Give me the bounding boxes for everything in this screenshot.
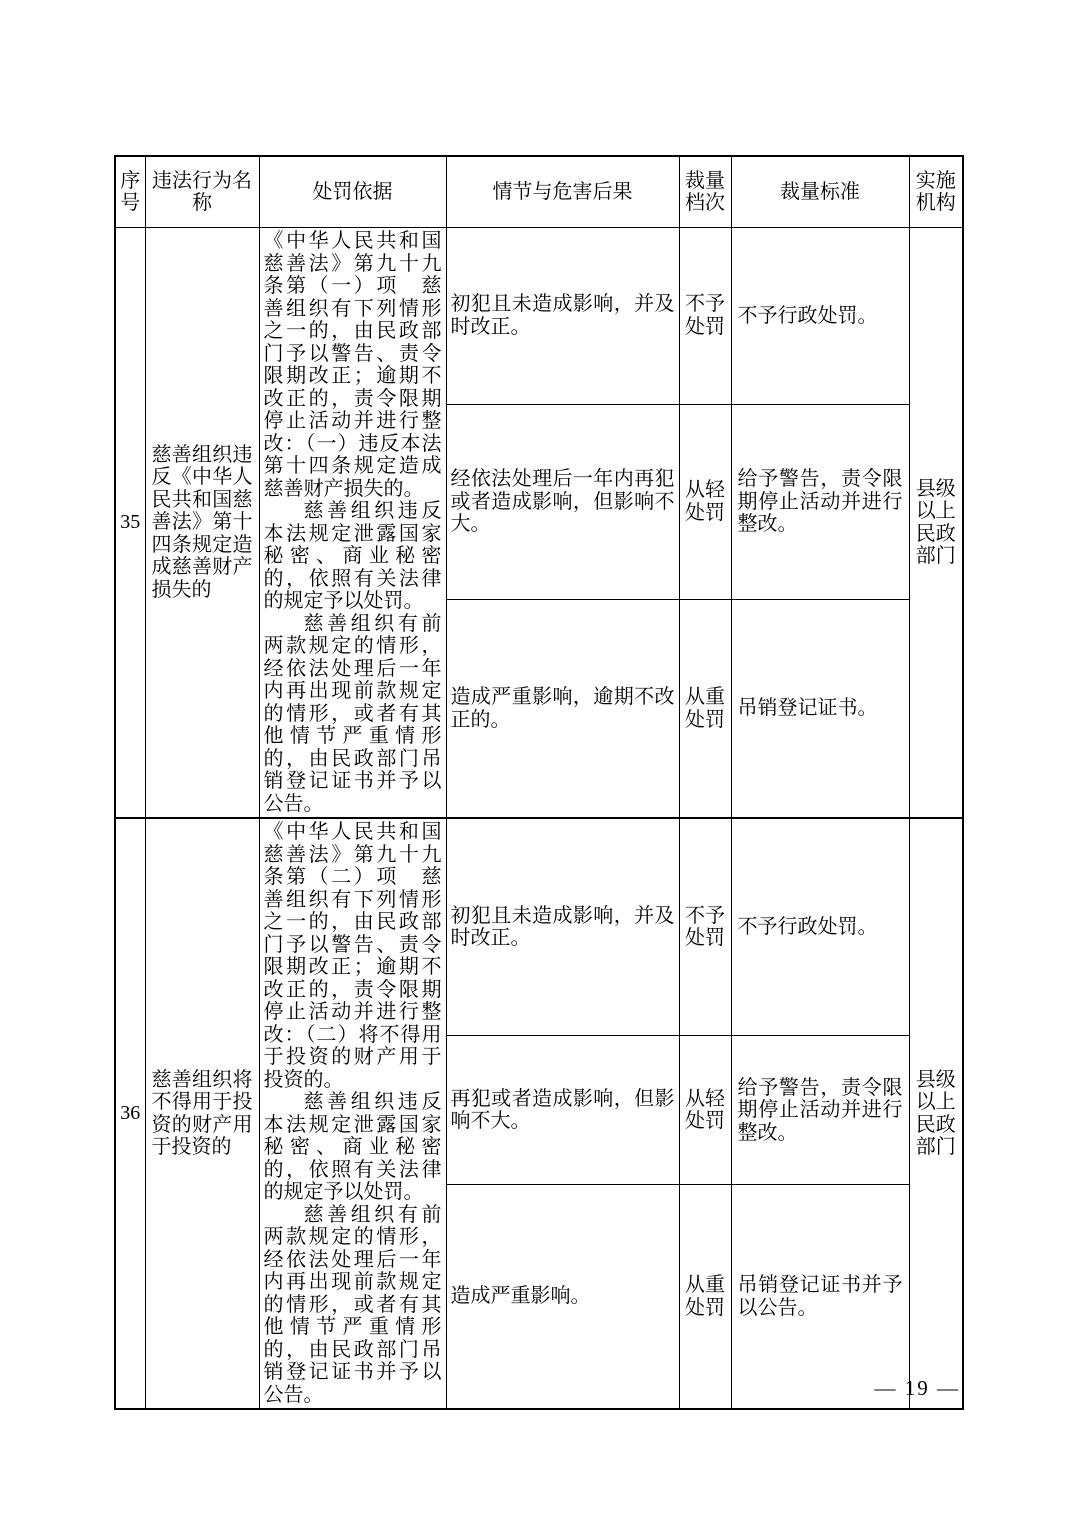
circumstance-cell: 再犯或者造成影响，但影响不大。 [446,1036,679,1185]
implementing-agency: 县级以上民政部门 [909,818,963,1409]
discretion-level-cell: 不予处罚 [679,818,731,1036]
discretion-standard-cell: 不予行政处罚。 [731,228,909,405]
table-row [115,228,963,405]
header-implementing-agency: 实施机构 [909,156,963,228]
discretion-level-cell: 从轻处罚 [679,1036,731,1185]
header-discretion-level: 裁量档次 [679,156,731,228]
header-discretion-standard: 裁量标准 [731,156,909,228]
header-penalty-basis: 处罚依据 [259,156,446,228]
discretion-standard-cell: 给予警告，责令限期停止活动并进行整改。 [731,1036,909,1185]
circumstance-cell: 初犯且未造成影响，并及时改正。 [446,228,679,405]
circumstance-cell: 造成严重影响。 [446,1185,679,1409]
basis-paragraph: 慈善组织违反本法规定泄露国家秘密、商业秘密的，依照有关法律的规定予以处罚。 [263,500,442,612]
discretion-level-cell: 从重处罚 [679,600,731,818]
table-header-row [115,156,963,228]
violation-name: 慈善组织违反《中华人民共和国慈善法》第十四条规定造成慈善财产损失的 [145,228,259,819]
seq-number: 35 [115,228,145,819]
table-row [115,818,963,1036]
basis-paragraph: 《中华人民共和国慈善法》第九十九条第（一）项 慈善组织有下列情形之一的，由民政部门予以警告、责令限期改正；逾期不改正的，责令限期停止活动并进行整改：（一）违反本法第十四条规定造成慈善财产损失的。 [263,230,442,500]
discretion-standard-cell: 吊销登记证书并予以公告。 [731,1185,909,1409]
discretion-level-cell: 从轻处罚 [679,404,731,599]
discretion-standard-cell: 不予行政处罚。 [731,818,909,1036]
header-circumstance: 情节与危害后果 [446,156,679,228]
penalty-discretion-table [114,155,964,1410]
discretion-standard-cell: 给予警告，责令限期停止活动并进行整改。 [731,404,909,599]
circumstance-cell: 经依法处理后一年内再犯或者造成影响，但影响不大。 [446,404,679,599]
seq-number: 36 [115,818,145,1409]
implementing-agency: 县级以上民政部门 [909,228,963,819]
circumstance-cell: 初犯且未造成影响，并及时改正。 [446,818,679,1036]
header-violation-name: 违法行为名称 [145,156,259,228]
page-number: — 19 — [874,1376,960,1400]
header-seq: 序号 [115,156,145,228]
basis-paragraph: 《中华人民共和国慈善法》第九十九条第（二）项 慈善组织有下列情形之一的，由民政部门予以警告、责令限期改正；逾期不改正的，责令限期停止活动并进行整改：（二）将不得用于投资的财产用于投资的。 [263,821,442,1091]
discretion-level-cell: 不予处罚 [679,228,731,405]
discretion-level-cell: 从重处罚 [679,1185,731,1409]
discretion-standard-cell: 吊销登记证书。 [731,600,909,818]
basis-paragraph: 慈善组织有前两款规定的情形，经依法处理后一年内再出现前款规定的情形，或者有其他情节严重情形的，由民政部门吊销登记证书并予以公告。 [263,612,442,815]
penalty-basis [259,228,446,819]
violation-name: 慈善组织将不得用于投资的财产用于投资的 [145,818,259,1409]
basis-paragraph: 慈善组织有前两款规定的情形，经依法处理后一年内再出现前款规定的情形，或者有其他情节严重情形的，由民政部门吊销登记证书并予以公告。 [263,1203,442,1406]
circumstance-cell: 造成严重影响，逾期不改正的。 [446,600,679,818]
penalty-basis [259,818,446,1409]
basis-paragraph: 慈善组织违反本法规定泄露国家秘密、商业秘密的，依照有关法律的规定予以处罚。 [263,1091,442,1203]
